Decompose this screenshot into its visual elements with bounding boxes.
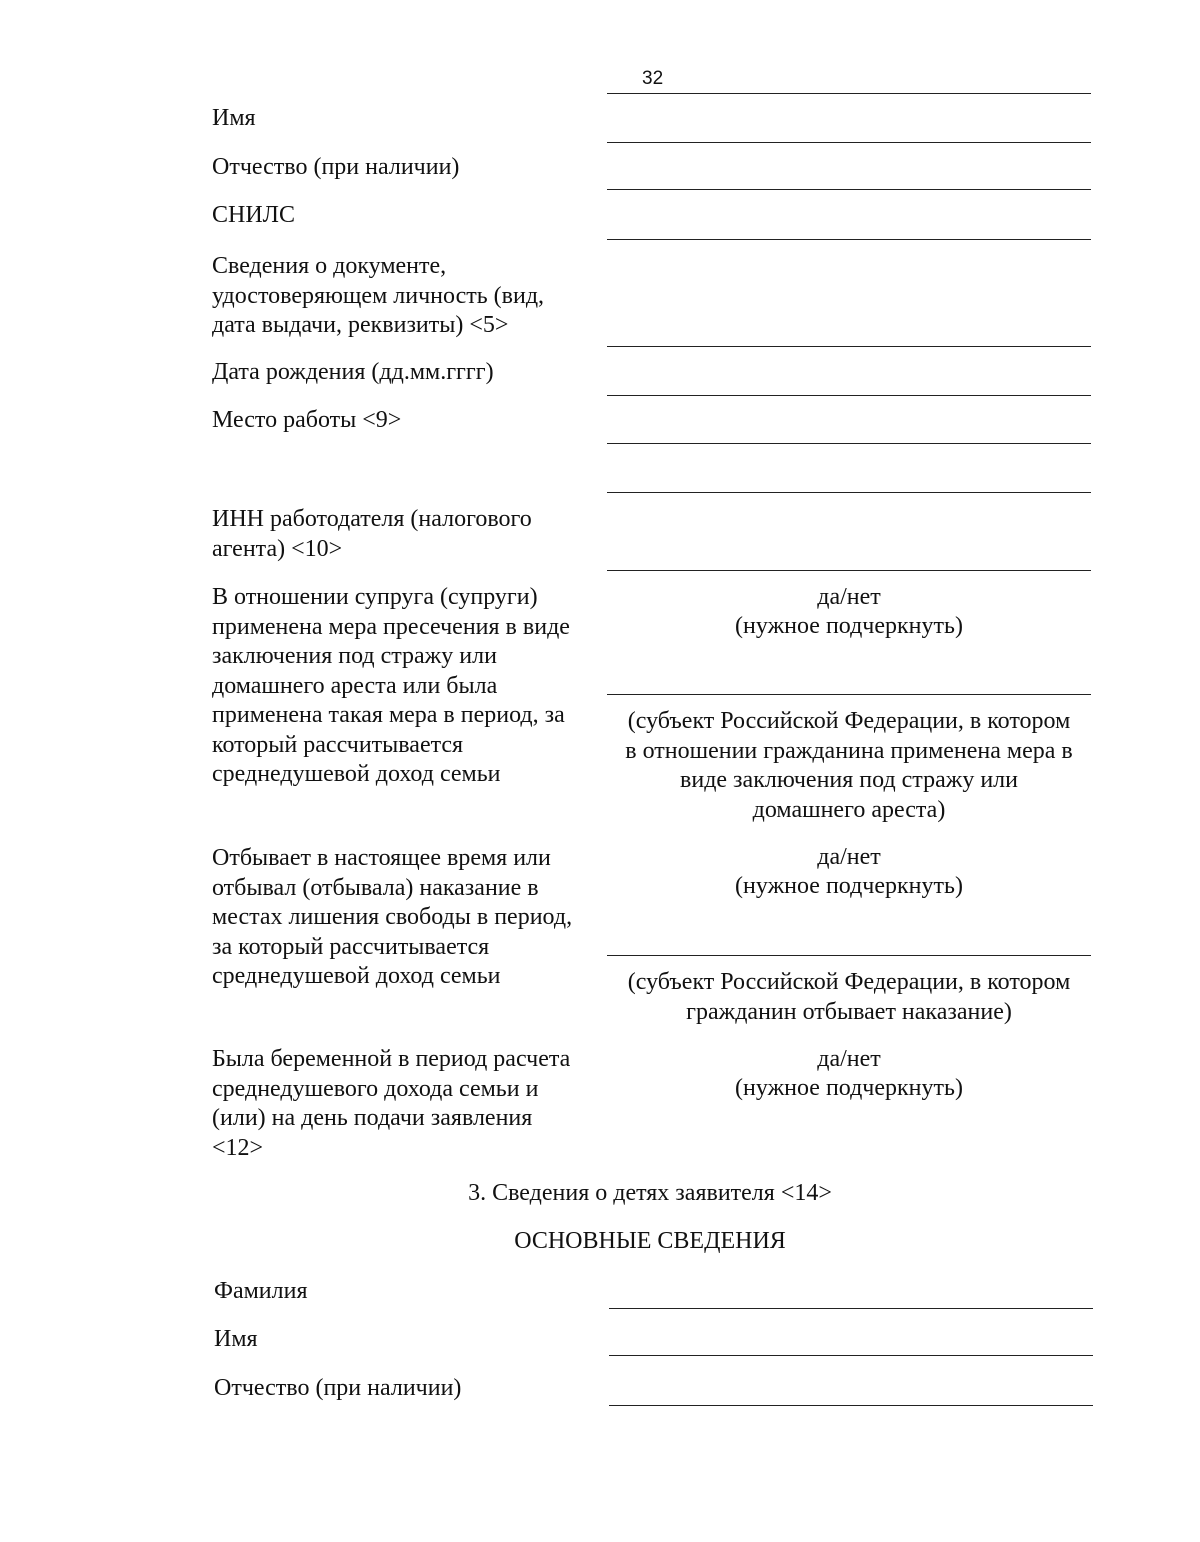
detention-hint: (нужное подчеркнуть) [735,613,963,639]
label-line: ИНН работодателя (налогового [212,506,532,532]
fill-line-id-document [607,346,1091,347]
fill-line-child-first-name [609,1355,1093,1356]
label-line: (или) на день подачи заявления [212,1105,533,1131]
label-line: среднедушевой доход семьи [212,963,501,989]
label-workplace: Место работы <9> [212,407,402,433]
label-line: Была беременной в период расчета [212,1046,571,1072]
detention-region-caption [607,707,1091,825]
label-line: за который рассчитывается [212,933,490,960]
label-line: дата выдачи, реквизиты) <5> [212,312,509,338]
page-number: 32 [642,68,664,89]
fill-line-workplace-1 [607,443,1091,444]
caption-line: (субъект Российской Федерации, в котором [627,969,1071,995]
fill-line [607,93,1091,94]
detention-answer[interactable]: да/нет [817,584,881,610]
label-line: В отношении супруга (супруги) [212,584,538,610]
label-first-name: Имя [212,105,256,131]
label-id-document [212,252,612,341]
label-line: удостоверяющем личность (вид, [212,282,545,309]
label-child-patronymic: Отчество (при наличии) [214,1375,462,1401]
fill-line-employer-inn [607,570,1091,571]
fill-line-detention-region [607,694,1091,695]
label-pregnancy-question [212,1045,612,1163]
label-employer-inn [212,505,612,564]
imprisonment-hint: (нужное подчеркнуть) [735,873,963,899]
fill-line-birth-date [607,395,1091,396]
label-line: заключения под стражу или [212,643,497,669]
imprisonment-answer[interactable]: да/нет [817,844,881,870]
label-line: который рассчитывается [212,731,464,758]
caption-line: виде заключения под стражу или [680,767,1018,793]
label-line: применена такая мера в период, за [212,702,565,728]
label-line: Сведения о документе, [212,253,447,279]
label-child-first-name: Имя [214,1326,258,1352]
label-patronymic: Отчество (при наличии) [212,154,460,180]
label-line: агента) <10> [212,535,343,562]
label-line: применена мера пресечения в виде [212,613,570,640]
pregnancy-answer[interactable]: да/нет [817,1046,881,1072]
caption-line: домашнего ареста) [752,796,946,823]
label-birth-date: Дата рождения (дд.мм.гггг) [212,359,494,385]
caption-line: гражданин отбывает наказание) [686,998,1012,1025]
fill-line-patronymic [607,189,1091,190]
fill-line-first-name [607,142,1091,143]
caption-line: в отношении гражданина применена мера в [625,737,1073,764]
label-line: Отбывает в настоящее время или [212,845,551,871]
caption-line: (субъект Российской Федерации, в котором [627,708,1071,734]
label-line: <12> [212,1134,264,1161]
label-line: домашнего ареста или была [212,672,498,699]
label-child-surname: Фамилия [214,1278,308,1304]
label-imprisonment-question [212,844,612,992]
label-line: местах лишения свободы в период, [212,904,573,930]
fill-line-child-surname [609,1308,1093,1309]
label-line: отбывал (отбывала) наказание в [212,874,539,901]
fill-line-imprisonment-region [607,955,1091,956]
imprisonment-region-caption [607,968,1091,1027]
label-line: среднедушевого дохода семьи и [212,1075,539,1102]
section-3-title: 3. Сведения о детях заявителя <14> [468,1180,832,1206]
fill-line-snils [607,239,1091,240]
pregnancy-hint: (нужное подчеркнуть) [735,1075,963,1101]
section-3-subtitle: ОСНОВНЫЕ СВЕДЕНИЯ [514,1228,786,1254]
fill-line-workplace-2 [607,492,1091,493]
label-line: среднедушевой доход семьи [212,761,501,787]
label-snils: СНИЛС [212,202,295,228]
fill-line-child-patronymic [609,1405,1093,1406]
label-detention-question [212,583,612,790]
